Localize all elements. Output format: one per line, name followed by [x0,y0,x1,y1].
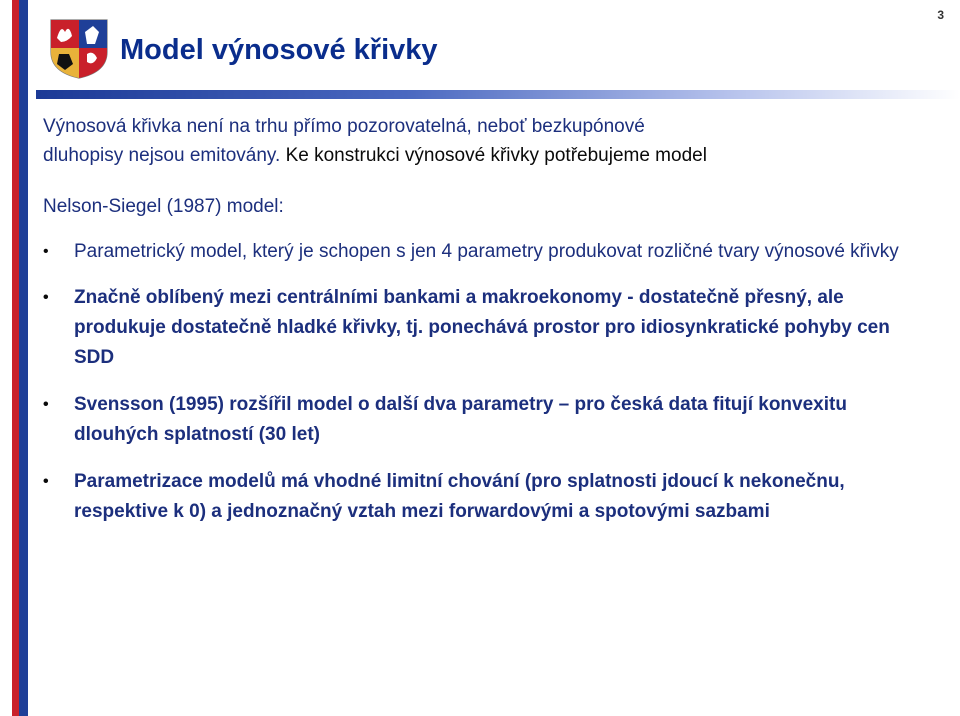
bullet-item [43,283,923,373]
bullet-item [43,237,923,266]
slide-title: Model výnosové křivky [120,34,438,66]
bullet-text: Parametrický model, který je schopen s jen 4 parametry produkovat rozličné tvary výnosové křivky [74,241,899,262]
bullet-dot-icon: • [43,396,49,413]
bullet-dot-icon: • [43,473,49,490]
intro-line-2 [43,141,923,170]
czech-coat-of-arms-icon [47,18,111,80]
bullet-item [43,467,923,527]
intro-line-1: Výnosová křivka není na trhu přímo pozorovatelná, neboť bezkupónové [43,116,645,137]
bullet-dot-icon: • [43,243,49,260]
bullet-text: Značně oblíbený mezi centrálními bankami a makroekonomy - dostatečně přesný, ale produkuje dostatečně hladké křivky, tj. ponechává prostor pro idiosynkratické pohyby cen SDD [74,287,890,368]
bullet-item [43,390,923,450]
model-subheading: Nelson-Siegel (1987) model: [43,196,284,217]
bullet-text: Parametrizace modelů má vhodné limitní chování (pro splatnosti jdoucí k nekonečnu, respektive k 0) a jednoznačný vztah mezi forwardovými a spotovými sazbami [74,471,845,522]
title-underline-bar [36,90,960,99]
left-margin [0,0,12,716]
intro-paragraph [43,112,923,170]
slide-body [43,112,923,544]
bullet-text: Svensson (1995) rozšířil model o další dva parametry – pro česká data fitují konvexitu dlouhých splatností (30 let) [74,394,847,445]
bullet-list [43,237,923,527]
bullet-dot-icon: • [43,289,49,306]
flag-stripe-red [12,0,19,716]
intro-line-2-start: dluhopisy nejsou emitovány. [43,145,281,166]
flag-stripe-blue [19,0,28,716]
slide-number: 3 [937,8,944,22]
intro-line-2-end: Ke konstrukci výnosové křivky potřebujeme model [285,145,707,166]
